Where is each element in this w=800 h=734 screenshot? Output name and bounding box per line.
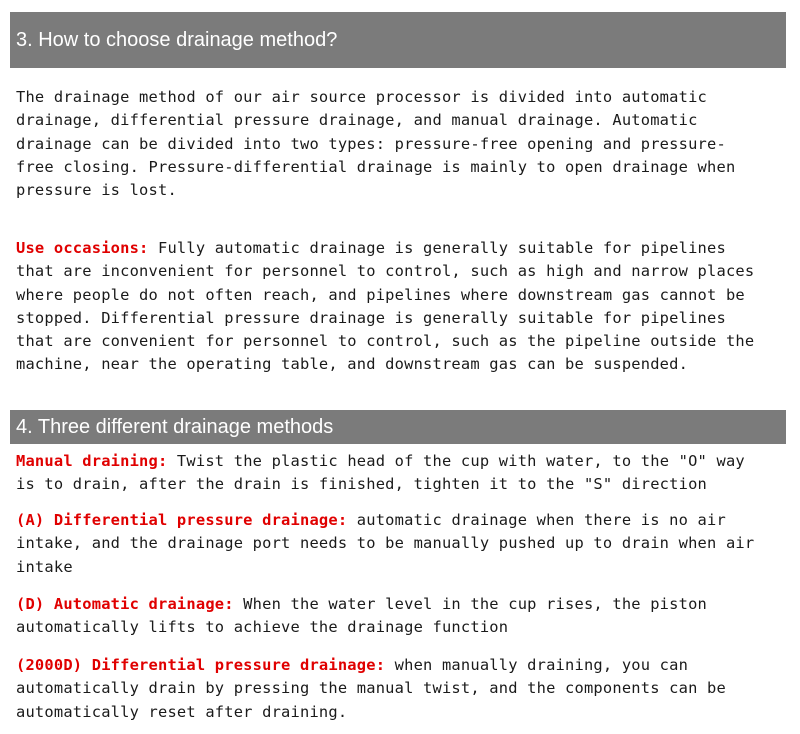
differential-pressure-a-label: (A) Differential pressure drainage:	[16, 511, 348, 529]
manual-draining-item	[16, 450, 791, 497]
section-4-title: 4. Three different drainage methods	[16, 416, 334, 438]
differential-pressure-a-item	[16, 509, 791, 579]
intro-paragraph: The drainage method of our air source processor is divided into automatic drainage, differential pressure drainage, and manual drainage. Automatic drainage can be divided into two types: pressure-free opening and pressure- free closing. Pressure-differential drainage is mainly to open drainage when pressure is lost.	[16, 88, 736, 200]
differential-pressure-2000d-label: (2000D) Differential pressure drainage:	[16, 656, 386, 674]
manual-draining-text: Twist the plastic head of the cup with water, to the "O" way is to drain, after the drain is finished, tighten it to the "S" direction	[16, 452, 745, 494]
use-occasions-text: Fully automatic drainage is generally suitable for pipelines that are inconvenient for personnel to control, such as high and narrow places where people do not often reach, and pipelines where downstream gas cannot be stopped. Differential pressure drainage is generally suitable for pipelines that are convenient for personnel to control, such as the pipeline outside the machine, near the operating table, and downstream gas can be suspended.	[16, 239, 755, 374]
use-occasions-paragraph	[16, 237, 791, 377]
differential-pressure-2000d-text: when manually draining, you can automatically drain by pressing the manual twist, and the components can be automatically reset after draining.	[16, 656, 726, 721]
automatic-drainage-d-item	[16, 593, 791, 640]
use-occasions-label: Use occasions:	[16, 239, 149, 257]
automatic-drainage-d-label: (D) Automatic drainage:	[16, 595, 234, 613]
manual-draining-label: Manual draining:	[16, 452, 168, 470]
automatic-drainage-d-text: When the water level in the cup rises, the piston automatically lifts to achieve the drainage function	[16, 595, 708, 637]
section-3-title: 3. How to choose drainage method?	[16, 29, 338, 51]
section-3-header	[10, 12, 786, 68]
differential-pressure-2000d-item	[16, 654, 791, 724]
section-4-header	[10, 410, 786, 444]
differential-pressure-a-text: automatic drainage when there is no air intake, and the drainage port needs to be manually pushed up to drain when air intake	[16, 511, 755, 576]
